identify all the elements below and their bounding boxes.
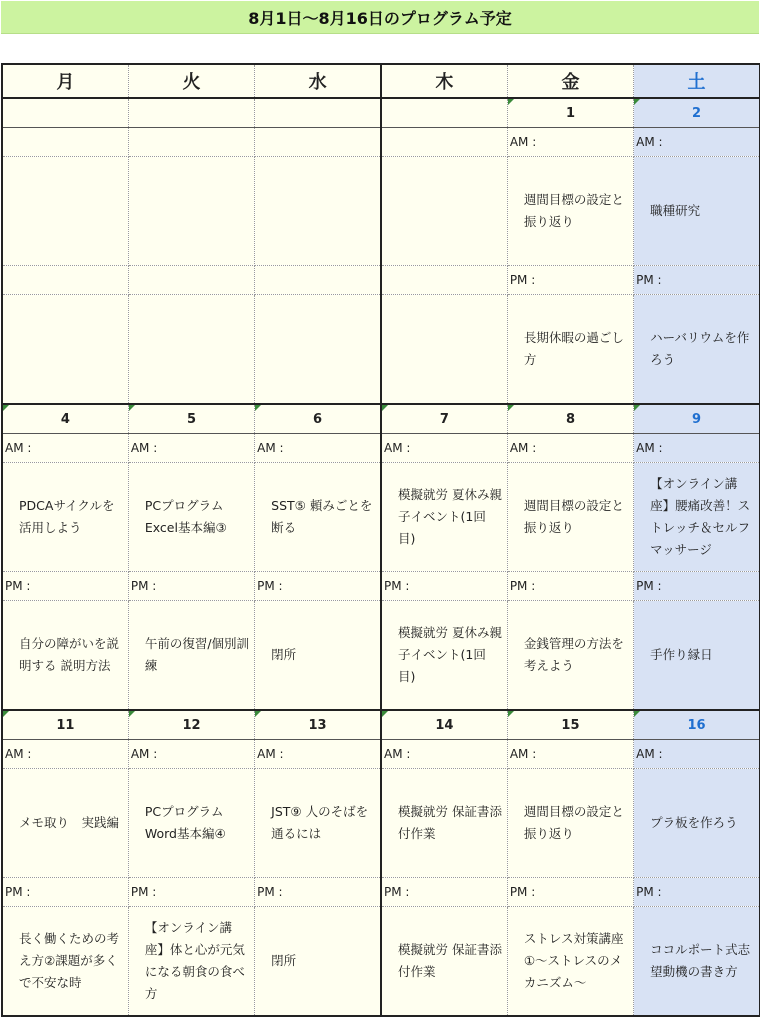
corner-marker-icon: [508, 99, 514, 105]
am-program-mon: PDCAサイクルを活用しよう: [2, 463, 128, 572]
pm-program-thu: 模擬就労 保証書添付作業: [381, 907, 507, 1017]
pm-label-row: [2, 878, 760, 907]
pm-program-tue: 午前の復習/個別訓練: [128, 601, 254, 711]
date-cell-tue: [128, 98, 254, 128]
weekday-sat: 土: [634, 64, 760, 98]
pm-program-thu: [381, 295, 507, 405]
pm-program-mon: 自分の障がいを説明する 説明方法: [2, 601, 128, 711]
weekday-tue: 火: [128, 64, 254, 98]
corner-marker-icon: [382, 711, 388, 717]
am-program-mon: メモ取り 実践編: [2, 769, 128, 878]
am-label-cell: [128, 128, 254, 157]
pm-label-cell: PM :: [507, 572, 633, 601]
am-program-wed: SST⑤ 頼みごとを断る: [255, 463, 381, 572]
pm-label-cell: PM :: [255, 572, 381, 601]
date-cell-wed: [255, 98, 381, 128]
am-program-thu: 模擬就労 夏休み親子イベント(1回目): [381, 463, 507, 572]
weekday-thu: 木: [381, 64, 507, 98]
pm-label-cell: PM :: [507, 878, 633, 907]
am-program-fri: 週間目標の設定と振り返り: [507, 769, 633, 878]
week-date-row: [2, 98, 760, 128]
date-cell-fri: [507, 98, 633, 128]
am-label-cell: [381, 128, 507, 157]
pm-label-cell: PM :: [634, 266, 760, 295]
pm-label-row: [2, 572, 760, 601]
weekday-fri: 金: [507, 64, 633, 98]
corner-marker-icon: [255, 711, 261, 717]
pm-label-cell: PM :: [128, 572, 254, 601]
pm-label-cell: PM :: [2, 878, 128, 907]
corner-marker-icon: [508, 405, 514, 411]
am-label-cell: AM :: [634, 128, 760, 157]
date-cell-sat: [634, 98, 760, 128]
date-cell-fri: [507, 404, 633, 434]
date-cell-thu: [381, 710, 507, 740]
date-number: 13: [308, 717, 327, 733]
pm-label-cell: PM :: [2, 572, 128, 601]
corner-marker-icon: [3, 405, 9, 411]
date-cell-mon: [2, 404, 128, 434]
week-date-row: [2, 710, 760, 740]
am-label-row: [2, 128, 760, 157]
date-cell-thu: [381, 404, 507, 434]
pm-label-cell: PM :: [634, 878, 760, 907]
am-label-cell: [2, 128, 128, 157]
am-program-fri: 週間目標の設定と振り返り: [507, 157, 633, 266]
am-program-thu: 模擬就労 保証書添付作業: [381, 769, 507, 878]
am-label-row: [2, 740, 760, 769]
corner-marker-icon: [634, 711, 640, 717]
pm-label-cell: [2, 266, 128, 295]
pm-program-wed: 閉所: [255, 907, 381, 1017]
pm-program-row: [2, 601, 760, 711]
date-cell-thu: [381, 98, 507, 128]
date-number: 16: [687, 717, 706, 733]
date-number: 9: [692, 411, 702, 427]
pm-program-sat: 手作り縁日: [634, 601, 760, 711]
pm-program-fri: ストレス対策講座①〜ストレスのメカニズム〜: [507, 907, 633, 1017]
pm-program-tue: 【オンライン講座】体と心が元気になる朝食の食べ方: [128, 907, 254, 1017]
date-cell-mon: [2, 98, 128, 128]
am-label-cell: AM :: [507, 740, 633, 769]
pm-program-fri: 長期休暇の過ごし方: [507, 295, 633, 405]
pm-program-mon: [2, 295, 128, 405]
date-number: 2: [692, 105, 702, 121]
am-program-tue: [128, 157, 254, 266]
am-program-sat: 【オンライン講座】腰痛改善！ストレッチ＆セルフマッサージ: [634, 463, 760, 572]
am-program-sat: 職種研究: [634, 157, 760, 266]
pm-program-sat: ココルポート式志望動機の書き方: [634, 907, 760, 1017]
pm-label-cell: PM :: [381, 878, 507, 907]
am-program-tue: PCプログラム Excel基本編③: [128, 463, 254, 572]
pm-label-cell: [128, 266, 254, 295]
date-cell-fri: [507, 710, 633, 740]
am-label-row: [2, 434, 760, 463]
corner-marker-icon: [3, 711, 9, 717]
pm-label-cell: PM :: [128, 878, 254, 907]
date-number: 6: [313, 411, 323, 427]
date-number: 5: [186, 411, 197, 427]
corner-marker-icon: [129, 711, 135, 717]
date-number: 8: [565, 411, 575, 427]
am-label-cell: AM :: [507, 434, 633, 463]
date-number: 1: [565, 105, 575, 121]
weekday-mon: 月: [2, 64, 128, 98]
am-program-mon: [2, 157, 128, 266]
am-program-wed: [255, 157, 381, 266]
week-date-row: [2, 404, 760, 434]
am-label-cell: AM :: [507, 128, 633, 157]
date-number: 7: [439, 411, 449, 427]
am-label-cell: AM :: [381, 740, 507, 769]
date-number: 12: [182, 717, 201, 733]
pm-program-tue: [128, 295, 254, 405]
corner-marker-icon: [382, 405, 388, 411]
am-program-row: [2, 463, 760, 572]
corner-marker-icon: [129, 405, 135, 411]
am-label-cell: AM :: [128, 740, 254, 769]
corner-marker-icon: [508, 711, 514, 717]
date-cell-wed: [255, 710, 381, 740]
am-program-fri: 週間目標の設定と振り返り: [507, 463, 633, 572]
date-cell-tue: [128, 404, 254, 434]
pm-program-row: [2, 907, 760, 1017]
am-label-cell: AM :: [2, 740, 128, 769]
pm-label-cell: PM :: [507, 266, 633, 295]
am-program-row: [2, 769, 760, 878]
am-label-cell: AM :: [255, 740, 381, 769]
date-cell-sat: [634, 404, 760, 434]
pm-program-mon: 長く働くための考え方②課題が多くで不安な時: [2, 907, 128, 1017]
am-label-cell: AM :: [2, 434, 128, 463]
am-label-cell: AM :: [255, 434, 381, 463]
pm-program-row: [2, 295, 760, 405]
pm-program-thu: 模擬就労 夏休み親子イベント(1回目): [381, 601, 507, 711]
date-cell-sat: [634, 710, 760, 740]
pm-label-cell: [381, 266, 507, 295]
date-cell-wed: [255, 404, 381, 434]
pm-label-cell: PM :: [255, 878, 381, 907]
pm-label-row: [2, 266, 760, 295]
am-program-sat: プラ板を作ろう: [634, 769, 760, 878]
am-program-wed: JST⑨ 人のそばを通るには: [255, 769, 381, 878]
am-program-tue: PCプログラム Word基本編④: [128, 769, 254, 878]
am-label-cell: AM :: [634, 740, 760, 769]
am-label-cell: AM :: [381, 434, 507, 463]
weekday-wed: 水: [255, 64, 381, 98]
date-cell-tue: [128, 710, 254, 740]
am-program-thu: [381, 157, 507, 266]
date-number: 11: [56, 717, 75, 733]
pm-program-fri: 金銭管理の方法を考えよう: [507, 601, 633, 711]
date-number: 4: [60, 411, 70, 427]
pm-label-cell: PM :: [381, 572, 507, 601]
corner-marker-icon: [634, 405, 640, 411]
pm-program-sat: ハーバリウムを作ろう: [634, 295, 760, 405]
am-program-row: [2, 157, 760, 266]
page-title: 8月1日〜8月16日のプログラム予定: [1, 1, 759, 34]
date-number: 14: [435, 717, 454, 733]
pm-label-cell: [255, 266, 381, 295]
am-label-cell: AM :: [128, 434, 254, 463]
am-label-cell: [255, 128, 381, 157]
date-cell-mon: [2, 710, 128, 740]
corner-marker-icon: [255, 405, 261, 411]
weekday-header-row: [2, 64, 760, 98]
am-label-cell: AM :: [634, 434, 760, 463]
pm-label-cell: PM :: [634, 572, 760, 601]
program-calendar: [1, 63, 760, 1017]
date-number: 15: [561, 717, 580, 733]
pm-program-wed: 閉所: [255, 601, 381, 711]
corner-marker-icon: [634, 99, 640, 105]
pm-program-wed: [255, 295, 381, 405]
